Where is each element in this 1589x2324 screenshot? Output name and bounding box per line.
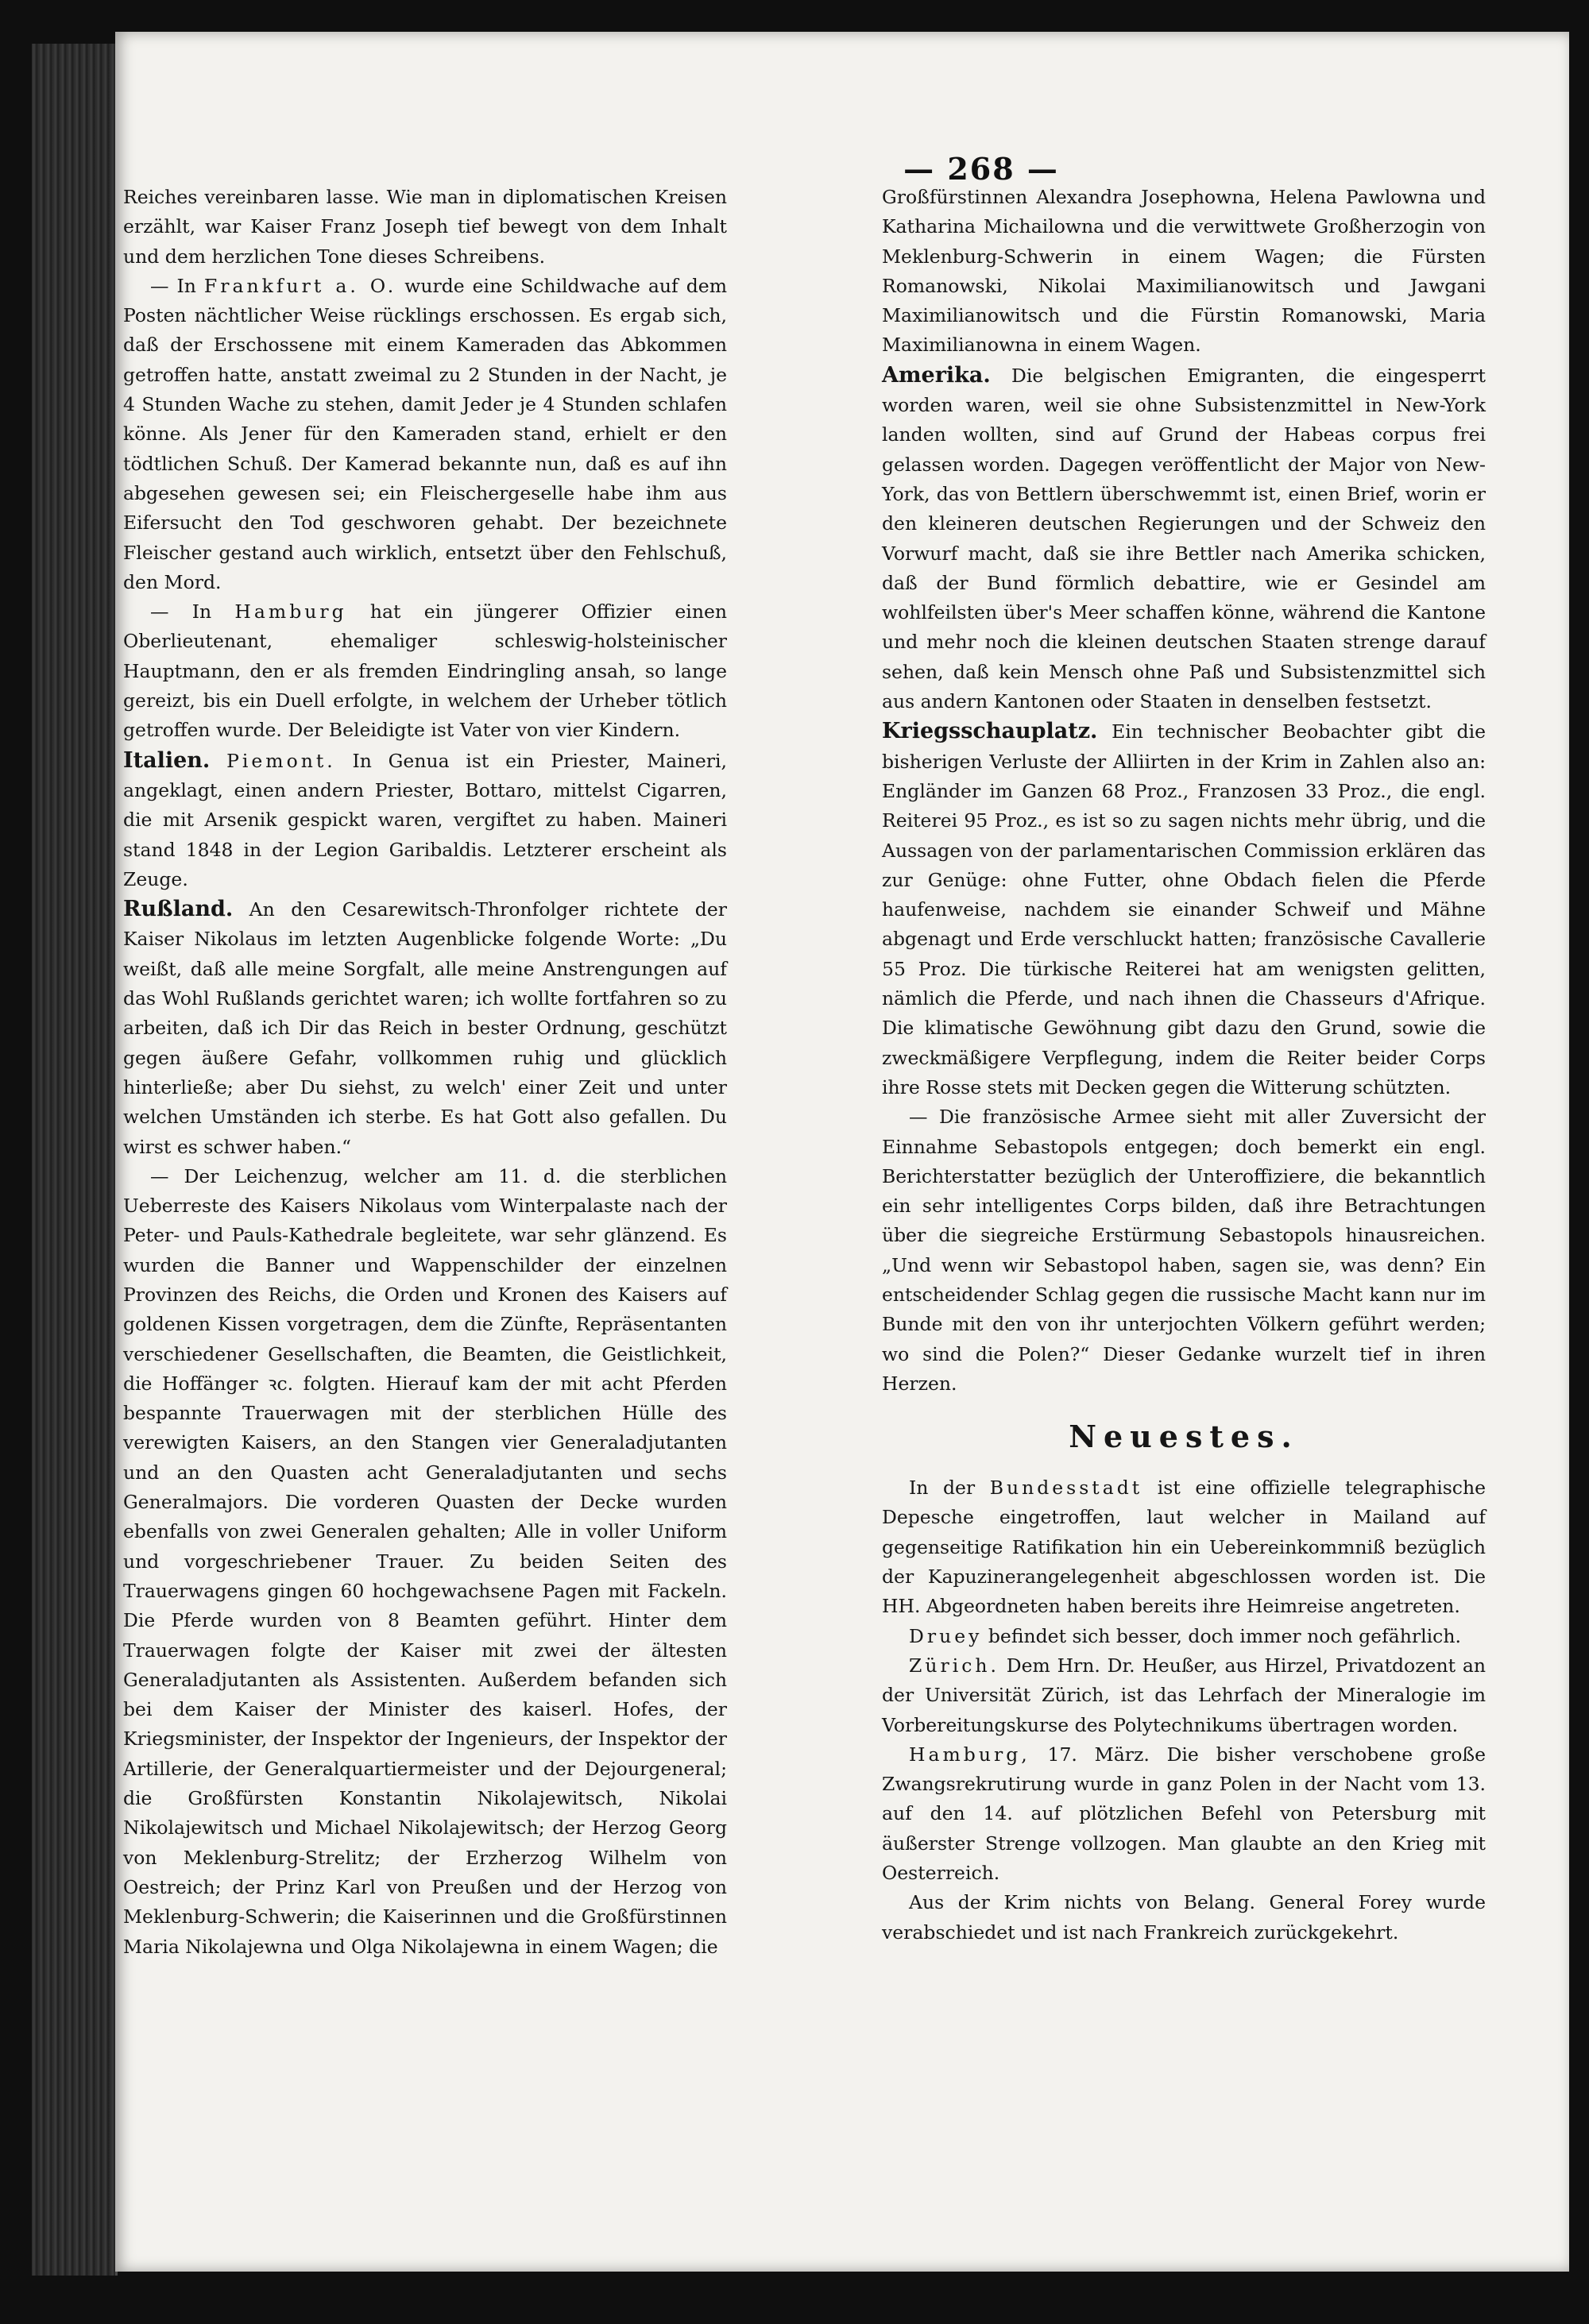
place-frankfurt: Frankfurt a. O. bbox=[203, 274, 397, 297]
druey-text: befindet sich besser, doch immer noch gefährlich. bbox=[982, 1624, 1461, 1647]
name-druey: Druey bbox=[909, 1624, 983, 1647]
right-column bbox=[882, 183, 1486, 1948]
paragraph-druey bbox=[882, 1622, 1486, 1651]
heading-kriegsschauplatz: Kriegsschauplatz. bbox=[882, 719, 1098, 744]
paragraph-krim: Aus der Krim nichts von Belang. General Forey wurde verabschiedet und ist nach Frankreich zurückgekehrt. bbox=[882, 1891, 1486, 1944]
section-italien bbox=[123, 746, 727, 894]
paragraph-bundesstadt bbox=[882, 1473, 1486, 1621]
paragraph-armee: — Die französische Armee sieht mit aller Zuversicht der Einnahme Sebastopols entgegen; doch bemerkt ein engl. Berichterstatter bezüglich der Unteroffiziere, die bekanntlich ein sehr intelligentes Corps bilden, daß ihre Betrachtungen über die siegreiche Erstürmung Sebastopols hinausreichen. „Und wenn wir Sebastopol haben, sagen sie, was denn? Ein entscheidender Schlag gegen die russische Macht kann nur im Bunde mit den von ihr unterjochten Völkern geführt werden; wo sind die Polen?“ Dieser Gedanke wurzelt tief in ihren Herzen. bbox=[882, 1106, 1486, 1395]
heading-neuestes: Neuestes. bbox=[1069, 1419, 1299, 1455]
paragraph-hamburg-duell bbox=[123, 597, 727, 745]
krieg-text: Ein technischer Beobachter gibt die bisherigen Verluste der Alliirten in der Krim in Zahlen also an: Engländer im Ganzen 68 Proz., Franzosen 33 Proz., die engl. Reiterei 95 Proz., es ist so zu sagen nichts mehr übrig, und die Aussagen von der parlamentarischen Commission erklären das zur Genüge: ohne Futter, ohne Obdach fielen die Pferde haufenweise, nachdem sie einander Schweif und Mähne abgenagt und Erde verschluckt hatten; französische Cavallerie 55 Proz. Die türkische Reiterei hat am wenigsten gelitten, nämlich die Pferde, und nach ihnen die Chasseurs d'Afrique. Die klimatische Gewöhnung gibt dazu den Grund, sowie die zweckmäßigere Verpflegung, indem die Reiter beider Corps ihre Rosse stets mit Decken gegen die Witterung schützten. bbox=[882, 720, 1486, 1098]
section-amerika bbox=[882, 361, 1486, 717]
heading-italien: Italien. bbox=[123, 747, 211, 773]
paragraph-zuerich bbox=[882, 1651, 1486, 1740]
heading-russland: Rußland. bbox=[123, 897, 234, 922]
zuerich-text: Dem Hrn. Dr. Heußer, aus Hirzel, Privatdozent an der Universität Zürich, ist das Lehrfach der Mineralogie im Vorbereitungskurse des Polytechnikums übertragen worden. bbox=[882, 1654, 1486, 1736]
paragraph-hamburg-maerz bbox=[882, 1740, 1486, 1888]
place-hamburg: Hamburg bbox=[234, 600, 347, 623]
place-bundesstadt: Bundesstadt bbox=[989, 1477, 1143, 1500]
page-number: — 268 — bbox=[903, 151, 1059, 187]
bundesstadt-lead: In der bbox=[909, 1477, 990, 1500]
heading-amerika: Amerika. bbox=[882, 362, 991, 388]
amerika-text: Die belgischen Emigranten, die eingesperrt worden waren, weil sie ohne Subsistenzmittel in New-York landen wollten, sind auf Grund der Habeas corpus frei gelassen worden. Dagegen veröffentlicht der Major von New-York, das von Bettlern überschwemmt ist, einen Brief, worin er den kleineren deutschen Regierungen und der Schweiz den Vorwurf macht, daß sie ihre Bettler nach Amerika schicken, daß der Bund förmlich debattire, wie er Gesindel am wohlfeilsten über's Meer schaffen könne, während die Kantone und mehr noch die kleinen deutschen Staaten strenge darauf sehen, daß kein Mensch ohne Paß und Subsistenzmittel sich aus andern Kantonen oder Staaten in denselben festsetzt. bbox=[882, 364, 1486, 713]
paragraph-frankfurt bbox=[123, 272, 727, 597]
bundesstadt-text: ist eine offizielle telegraphische Depesche eingetroffen, laut welcher in Mailand auf gegenseitige Ratifikation hin ein Uebereinkommniß bezüglich der Kapuzinerangelegenheit abgeschlossen worden ist. Die HH. Abgeordneten haben bereits ihre Heimreise angetreten. bbox=[882, 1477, 1486, 1618]
hamburg-lead: — In bbox=[150, 600, 235, 623]
book-page-edges bbox=[32, 44, 118, 2276]
section-kriegsschauplatz bbox=[882, 716, 1486, 1102]
left-column bbox=[123, 183, 727, 1962]
italien-text: In Genua ist ein Priester, Maineri, angeklagt, einen andern Priester, Bottaro, mittelst Cigarren, die mit Arsenik gespickt waren, vergiftet zu haben. Maineri stand 1848 in der Legion Garibaldis. Letzterer erscheint als Zeuge. bbox=[123, 749, 727, 890]
place-zuerich: Zürich. bbox=[909, 1654, 999, 1677]
paragraph-grossfuerstinnen: Großfürstinnen Alexandra Josephowna, Helena Pawlowna und Katharina Michailowna und die verwittwete Großherzogin von Meklenburg-Schwerin in einem Wagen; die Fürsten Romanowski, Nikolai Maximilianowitsch und Jawgani Maximilianowitsch und die Fürstin Romanowski, Maria Maximilianowna in einem Wagen. bbox=[882, 186, 1486, 357]
hamburg-text: hat ein jüngerer Offizier einen Oberlieutenant, ehemaliger schleswig-holsteinischer Hauptmann, den er als fremden Eindringling ansah, so lange gereizt, bis ein Duell erfolgte, in welchem der Urheber tötlich getroffen wurde. Der Beleidigte ist Vater von vier Kindern. bbox=[123, 600, 728, 742]
russland-text: An den Cesarewitsch-Thronfolger richtete der Kaiser Nikolaus im letzten Augenblicke folgende Worte: „Du weißt, daß alle meine Sorgfalt, alle meine Anstrengungen auf das Wohl Rußlands gerichtet waren; ich wollte fortfahren so zu arbeiten, daß ich Dir das Reich in bester Ordnung, geschützt gegen äußere Gefahr, vollkommen ruhig und glücklich hinterließe; aber Du siehst, zu welch' einer Zeit und unter welchen Umständen ich sterbe. Es hat Gott also gefallen. Du wirst es schwer haben.“ bbox=[123, 898, 727, 1158]
section-russland bbox=[123, 894, 727, 1162]
subheading-piemont: Piemont. bbox=[226, 749, 336, 772]
frankfurt-text: wurde eine Schildwache auf dem Posten nächtlicher Weise rücklings erschossen. Es ergab sich, daß der Erschossene mit einem Kameraden das Abkommen getroffen hatte, anstatt zweimal zu 2 Stunden in der Nacht, je 4 Stunden Wache zu stehen, damit Jeder je 4 Stunden schlafen könne. Als Jener für den Kameraden stand, erhielt er den tödtlichen Schuß. Der Kamerad bekannte nun, daß es auf ihn abgesehen gewesen sei; ein Fleischergeselle habe ihm aus Eifersucht den Tod geschworen gehabt. Der bezeichnete Fleischer gestand auch wirklich, entsetzt über den Fehlschuß, den Mord. bbox=[123, 274, 727, 593]
paragraph-reiches: Reiches vereinbaren lasse. Wie man in diplomatischen Kreisen erzählt, war Kaiser Franz Joseph tief bewegt von dem Inhalt und dem herzlichen Tone dieses Schreibens. bbox=[123, 186, 727, 268]
hamburg-maerz-text: 17. März. Die bisher verschobene große Zwangsrekrutirung wurde in ganz Polen in der Nacht vom 13. auf den 14. auf plötzlichen Befehl von Petersburg mit äußerster Strenge vollzogen. Man glaubte an den Krieg mit Oesterreich. bbox=[882, 1743, 1486, 1885]
paragraph-leichenzug: — Der Leichenzug, welcher am 11. d. die sterblichen Ueberreste des Kaisers Nikolaus vom Winterpalaste nach der Peter- und Pauls-Kathedrale begleitete, war sehr glänzend. Es wurden die Banner und Wappenschilder der einzelnen Provinzen des Reichs, die Orden und Kronen des Kaisers auf goldenen Kissen vorgetragen, dem die Zünfte, Repräsentanten verschiedener Gesellschaften, die Beamten, die Geistlichkeit, die Hoffänger ꝛc. folgten. Hierauf kam der mit acht Pferden bespannte Trauerwagen mit der sterblichen Hülle des verewigten Kaisers, an den Stangen vier Generaladjutanten und an den Quasten acht Generaladjutanten und sechs Generalmajors. Die vorderen Quasten der Decke wurden ebenfalls von zwei Generalen gehalten; Alle in voller Uniform und vorgeschriebener Trauer. Zu beiden Seiten des Trauerwagens gingen 60 hochgewachsene Pagen mit Fackeln. Die Pferde wurden von 8 Beamten geführt. Hinter dem Trauerwagen folgte der Kaiser mit zwei der ältesten Generaladjutanten als Assistenten. Außerdem befanden sich bei dem Kaiser der Minister des kaiserl. Hofes, der Kriegsminister, der Inspektor der Ingenieurs, der Inspektor der Artillerie, der Generalquartiermeister und der Dejourgeneral; die Großfürsten Konstantin Nikolajewitsch, Nikolai Nikolajewitsch und Michael Nikolajewitsch; der Herzog Georg von Meklenburg-Strelitz; der Erzherzog Wilhelm von Oestreich; der Prinz Karl von Preußen und der Herzog von Meklenburg-Schwerin; die Kaiserinnen und die Großfürstinnen Maria Nikolajewna und Olga Nikolajewna in einem Wagen; die bbox=[123, 1164, 727, 1958]
place-hamburg-2: Hamburg, bbox=[909, 1743, 1030, 1766]
frankfurt-lead: — In bbox=[150, 274, 204, 297]
